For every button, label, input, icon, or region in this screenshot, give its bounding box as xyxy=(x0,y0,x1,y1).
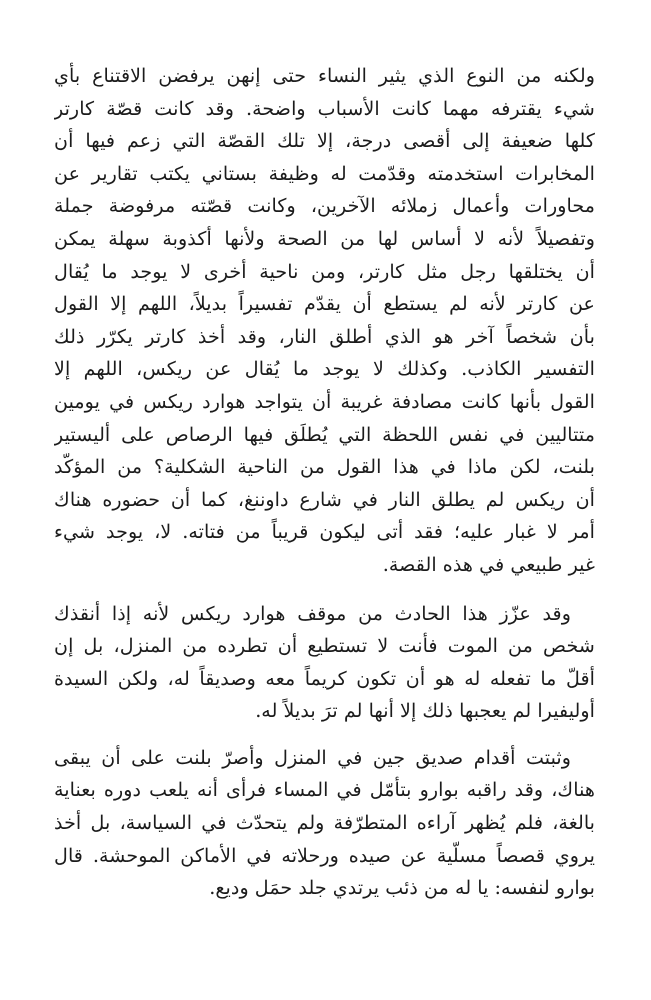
text-line: المخابرات استخدمته وقدّمت له وظيفة بستاني يكتب تقارير عن xyxy=(54,161,595,185)
text-line: ولكنه من النوع الذي يثير النساء حتى إنهن يرفضن الاقتناع بأي xyxy=(54,64,595,87)
text-line: بالغة، فلم يُظهر آراءه المتطرّفة ولم يتحدّث في السياسة، بل أخذ xyxy=(54,811,595,835)
text-line: أوليفيرا لم يعجبها ذلك إلا أنها لم ترَ بديلاً له. xyxy=(255,699,595,723)
text-line: شيء يقترفه مهما كانت الأسباب واضحة. وقد كانت قصّة كارتر xyxy=(54,96,595,120)
text-line: بلنت، لكن ماذا في هذا القول من الناحية الشكلية؟ من المؤكّد xyxy=(54,455,595,479)
paragraph-3 xyxy=(54,742,595,905)
text-line: شخص من الموت فأنت لا تستطيع أن تطرده من المنزل، بل إن xyxy=(54,634,595,658)
text-line: وقد عزّز هذا الحادث من موقف هوارد ريكس لأنه إذا أنقذك xyxy=(54,601,571,625)
paragraph-1 xyxy=(54,60,595,582)
text-line: كلها ضعيفة إلى أقصى درجة، إلا تلك القصّة التي زعم فيها أن xyxy=(54,129,595,153)
text-line: أمر لا غبار عليه؛ فقد أتى ليكون قريباً من فتاته. لا، يوجد شيء xyxy=(54,520,595,544)
text-line: بأن شخصاً آخر هو الذي أطلق النار، وقد أخذ كارتر يكرّر ذلك xyxy=(54,324,595,348)
text-line: وثبتت أقدام صديق جين في المنزل وأصرّ بلنت على أن يبقى xyxy=(54,745,571,769)
text-line: محاورات وأعمال زملائه الآخرين، وكانت قصّته مرفوضة جملة xyxy=(54,194,595,218)
text-line: متتاليين في نفس اللحظة التي يُطلَق فيها الرصاص على أليستير xyxy=(54,422,595,446)
text-line: هناك، وقد راقبه بوارو بتأمّل في المساء فرأى أنه يلعب دوره بعناية xyxy=(54,778,595,802)
text-line: التفسير الكاذب. وكذلك لا يوجد ما يُقال عن ريكس، اللهم إلا xyxy=(54,357,595,381)
text-line: وتفصيلاً لأنه لا أساس لها من الصحة ولأنها أكذوبة سهلة يمكن xyxy=(54,226,595,250)
paragraph-2 xyxy=(54,598,595,728)
text-line: أن يختلقها رجل مثل كارتر، ومن ناحية أخرى لا يوجد ما يُقال xyxy=(54,259,595,283)
text-line: غير طبيعي في هذه القصة. xyxy=(382,552,595,576)
text-line: يروي قصصاً مسلّية عن صيده ورحلاته في الأماكن الموحشة. قال xyxy=(54,843,595,867)
text-line: بوارو لنفسه: يا له من ذئب يرتدي جلد حمَل وديع. xyxy=(209,876,595,900)
text-line: القول بأنها كانت مصادفة غريبة أن يتواجد هوارد ريكس في يومين xyxy=(54,389,595,413)
text-line: أن ريكس لم يطلق النار في شارع داوننغ، كما أن حضوره هناك xyxy=(54,487,595,511)
text-line: أقلّ ما تفعله له هو أن تكون كريماً معه وصديقاً له، ولكن السيدة xyxy=(54,666,595,690)
text-line: عن كارتر لأنه لم يستطع أن يقدّم تفسيراً بديلاً، اللهم إلا القول xyxy=(54,292,595,316)
